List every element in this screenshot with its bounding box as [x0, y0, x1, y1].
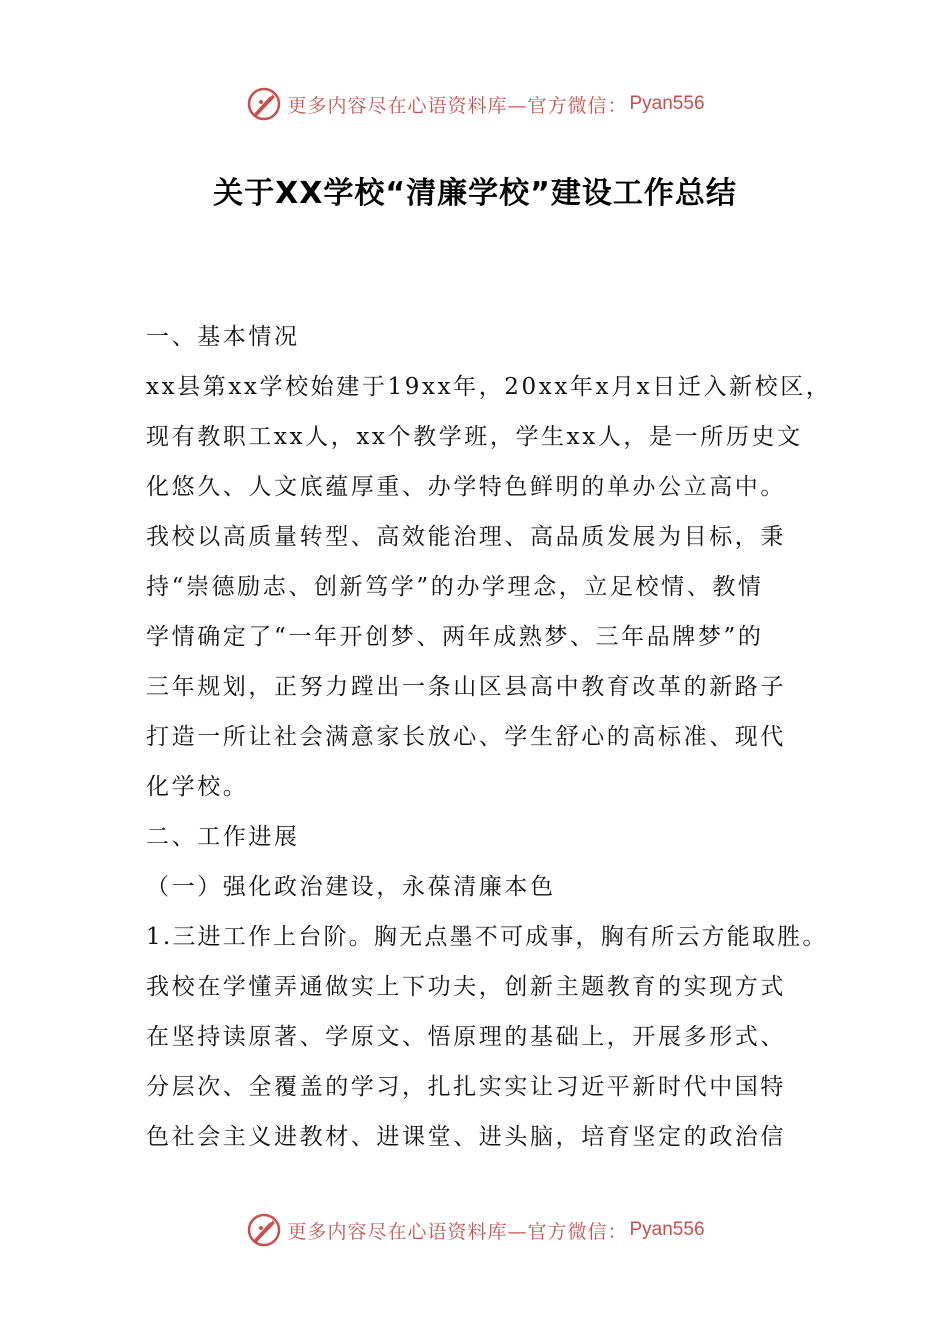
paragraph-line: 化悠久、人文底蕴厚重、办学特色鲜明的单办公立高中。 — [146, 474, 786, 500]
paragraph-line: 在坚持读原著、学原文、悟原理的基础上，开展多形式、 — [146, 1024, 786, 1050]
banner-wechat-handle: Pyan556 — [629, 1219, 705, 1240]
paragraph-line: 我校在学懂弄通做实上下功夫，创新主题教育的实现方式 — [146, 974, 786, 1000]
paragraph-line: 色社会主义进教材、进课堂、进头脑，培育坚定的政治信 — [146, 1124, 786, 1150]
document-title: 关于XX学校“清廉学校”建设工作总结 — [213, 176, 737, 211]
paragraph-line: 化学校。 — [146, 774, 249, 800]
banner-wechat-handle: Pyan556 — [629, 93, 705, 114]
banner-text: 更多内容尽在心语资料库—官方微信： — [287, 1220, 628, 1243]
banner-text: 更多内容尽在心语资料库—官方微信： — [287, 94, 628, 117]
paragraph-line: 持“崇德励志、创新笃学”的办学理念，立足校情、教情 — [146, 574, 764, 600]
footer-banner — [0, 1208, 950, 1252]
quill-logo-icon — [245, 1211, 283, 1249]
subsection-heading: （一）强化政治建设，永葆清廉本色 — [146, 874, 556, 900]
section-heading: 二、工作进展 — [146, 824, 300, 850]
section-heading: 一、基本情况 — [146, 324, 300, 350]
paragraph-line: 现有教职工xx人，xx个教学班，学生xx人，是一所历史文 — [146, 424, 803, 450]
paragraph-line: 我校以高质量转型、高效能治理、高品质发展为目标，秉 — [146, 524, 786, 550]
document-body — [146, 312, 836, 1162]
paragraph-line: 三年规划，正努力蹚出一条山区县高中教育改革的新路子 — [146, 674, 786, 700]
paragraph-line: 分层次、全覆盖的学习，扎扎实实让习近平新时代中国特 — [146, 1074, 786, 1100]
paragraph-line: xx县第xx学校始建于19xx年，20xx年x月x日迁入新校区， — [146, 374, 832, 400]
header-banner — [0, 82, 950, 126]
paragraph-line: 学情确定了“一年开创梦、两年成熟梦、三年品牌梦”的 — [146, 624, 764, 650]
paragraph-line: 1.三进工作上台阶。胸无点墨不可成事，胸有所云方能取胜。 — [146, 924, 828, 950]
quill-logo-icon — [245, 85, 283, 123]
paragraph-line: 打造一所让社会满意家长放心、学生舒心的高标准、现代 — [146, 724, 786, 750]
